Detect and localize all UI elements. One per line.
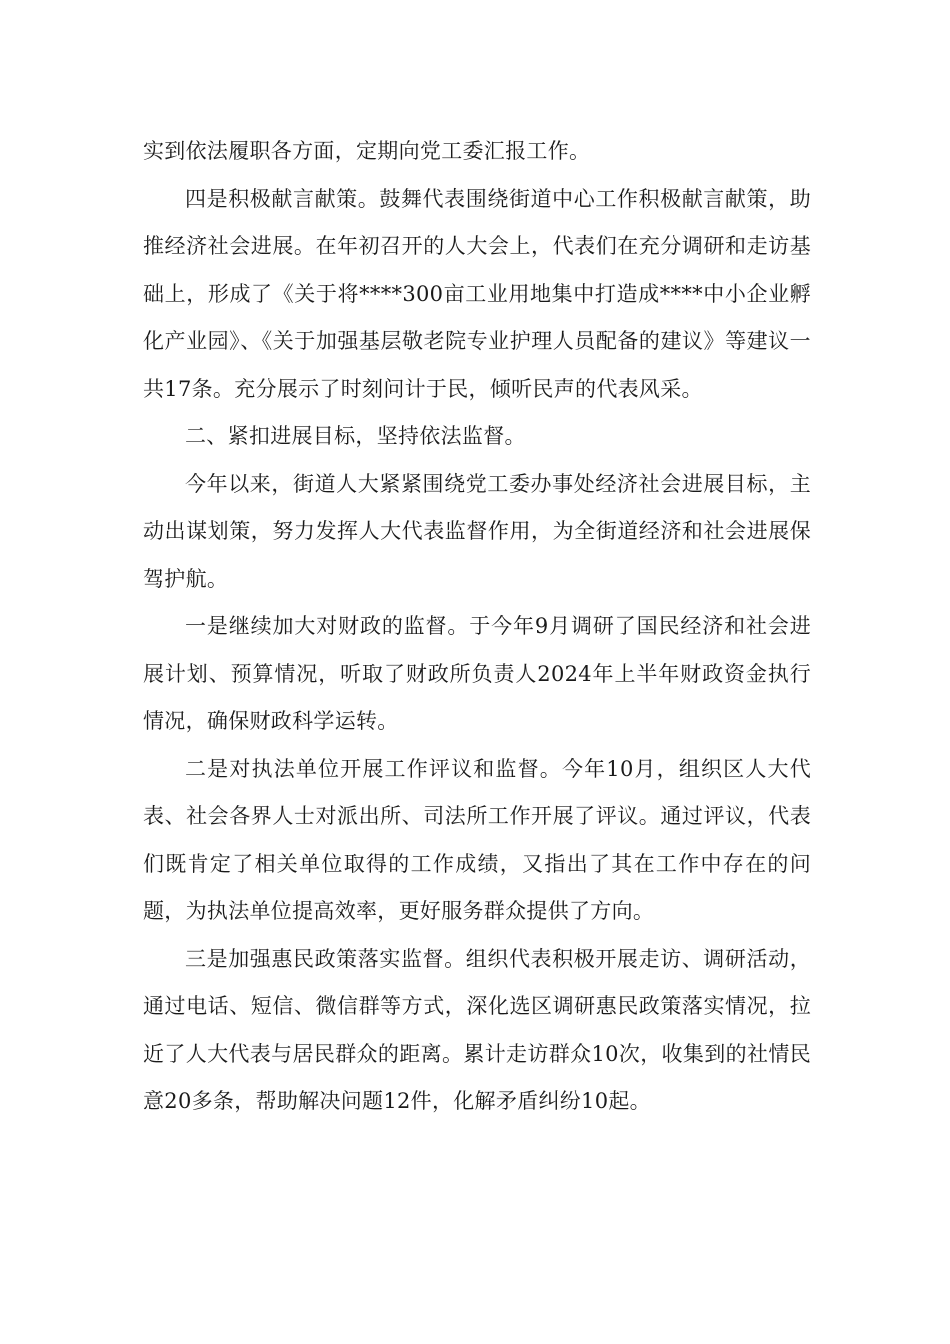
document-body bbox=[143, 128, 811, 1126]
paragraph-finance-supervision: 一是继续加大对财政的监督。于今年9月调研了国民经济和社会进展计划、预算情况，听取了财政所负责人2024年上半年财政资金执行情况，确保财政科学运转。 bbox=[143, 614, 811, 733]
paragraph-continuation: 实到依法履职各方面，定期向党工委汇报工作。 bbox=[143, 139, 591, 163]
paragraph-law-enforcement-review: 二是对执法单位开展工作评议和监督。今年10月，组织区人大代表、社会各界人士对派出所、司法所工作开展了评议。通过评议，代表们既肯定了相关单位取得的工作成绩，又指出了其在工作中存在的问题，为执法单位提高效率，更好服务群众提供了方向。 bbox=[143, 756, 811, 923]
paragraph-policy-supervision: 三是加强惠民政策落实监督。组织代表积极开展走访、调研活动，通过电话、短信、微信群等方式，深化选区调研惠民政策落实情况，拉近了人大代表与居民群众的距离。累计走访群众10次，收集到的社情民意20多条，帮助解决问题12件，化解矛盾纠纷10起。 bbox=[143, 946, 811, 1113]
section-heading-supervision: 二、紧扣进展目标，坚持依法监督。 bbox=[185, 424, 526, 448]
paragraph-intro: 今年以来，街道人大紧紧围绕党工委办事处经济社会进展目标，主动出谋划策，努力发挥人大代表监督作用，为全街道经济和社会进展保驾护航。 bbox=[143, 471, 811, 591]
paragraph-suggestions: 四是积极献言献策。鼓舞代表围绕街道中心工作积极献言献策，助推经济社会进展。在年初召开的人大会上，代表们在充分调研和走访基础上，形成了《关于将****300亩工业用地集中打造成****中小企业孵化产业园》、《关于加强基层敬老院专业护理人员配备的建议》等建议一共17条。充分展示了时刻问计于民，倾听民声的代表风采。 bbox=[143, 186, 811, 401]
